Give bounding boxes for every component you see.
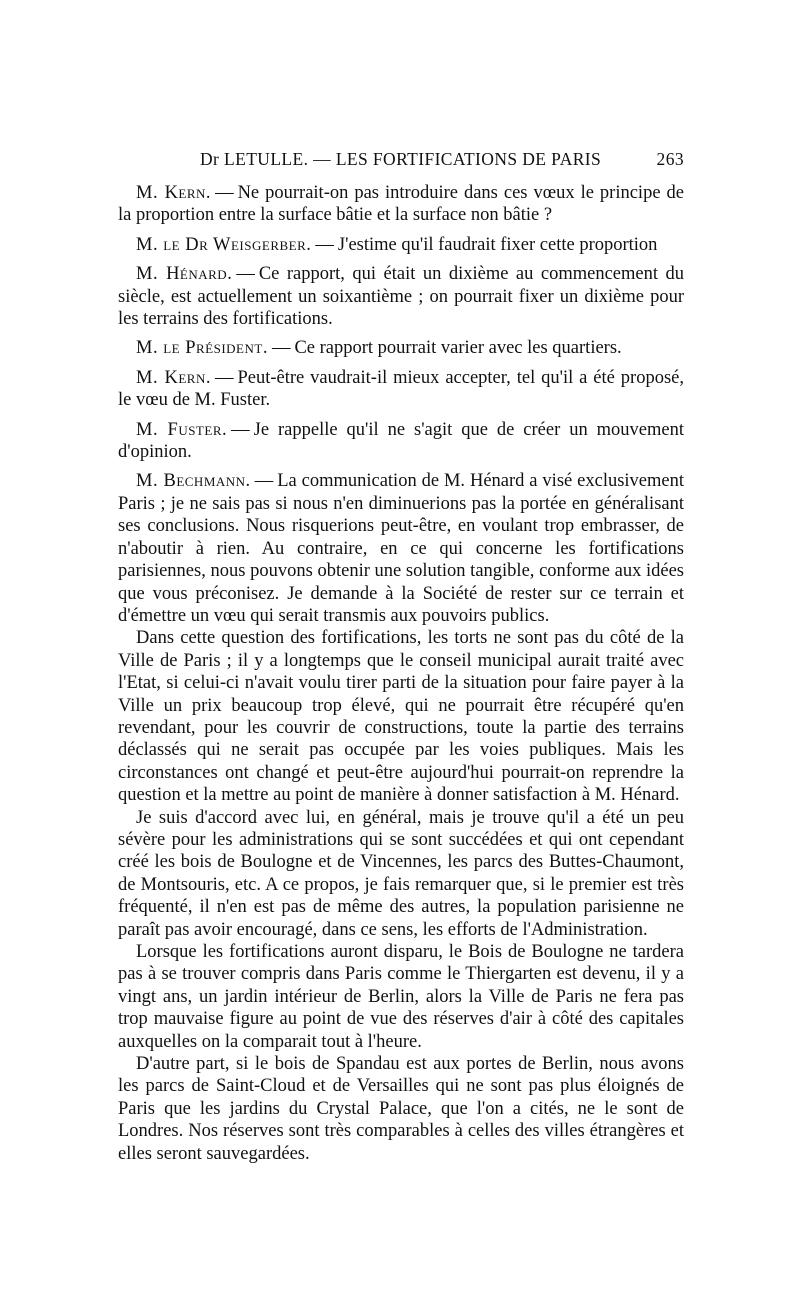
paragraph-text: Ne pourrait-on pas introduire dans ces vœux le principe de la proportion entre la surface bâtie et la surface non bâtie ? bbox=[118, 183, 684, 226]
paragraph-henard: M. Hénard. — Ce rapport, qui était un dixième au commencement du siècle, est actuellement un soixantième ; on pourrait fixer un dixième pour les terrains des fortifications. bbox=[118, 264, 684, 330]
paragraph-text: La communication de M. Hénard a visé exclusivement Paris ; je ne sais pas si nous n'en diminuerions pas la portée en généralisant ses conclusions. Nous risquerions peut-être, en voulant trop embrasser, de n'aboutir à rien. Au contraire, en ce qui concerne les fortifications parisiennes, nous pouvons obtenir une solution tangible, conforme aux idées que vous préconisez. Je demande à la Société de rester sur ce terrain et d'émettre un vœu qui serait transmis aux pouvoirs publics. bbox=[118, 471, 684, 626]
paragraph-bechmann: M. Bechmann. — La communication de M. Hénard a visé exclusivement Paris ; je ne sais pas si nous n'en diminuerions pas la portée en généralisant ses conclusions. Nous risquerions peut-être, en voulant trop embrasser, de n'aboutir à rien. Au contraire, en ce qui concerne les fortifications parisiennes, nous pouvons obtenir une solution tangible, conforme aux idées que vous préconisez. Je demande à la Société de rester sur ce terrain et d'émettre un vœu qui serait transmis aux pouvoirs publics. bbox=[118, 471, 684, 626]
speaker-name: M. Fuster. bbox=[136, 419, 228, 440]
page-number: 263 bbox=[656, 149, 684, 169]
speaker-name: M. Kern. bbox=[136, 183, 212, 203]
speaker-name: M. Kern. bbox=[136, 367, 211, 388]
paragraph-president: M. le Président. — Ce rapport pourrait varier avec les quartiers. bbox=[136, 338, 622, 359]
paragraph-body: Lorsque les fortifications auront disparu, le Bois de Boulogne ne tardera pas à se trouver compris dans Paris comme le Thiergarten est devenu, il y a vingt ans, un jardin intérieur de Berlin, alors la Ville de Paris ne fera pas trop mauvaise figure au point de vue des réserves d'air à côté des capitales auxquelles on la comparait tout à l'heure. bbox=[118, 942, 684, 1052]
speaker-name: M. Bechmann. bbox=[136, 471, 251, 492]
document-page bbox=[118, 148, 684, 1165]
paragraph-fuster: M. Fuster. — Je rappelle qu'il ne s'agit que de créer un mouvement d'opinion. bbox=[118, 419, 684, 463]
paragraph-text: Peut-être vaudrait-il mieux accepter, tel qu'il a été proposé, le vœu de M. Fuster. bbox=[118, 367, 684, 411]
paragraph-text: Ce rapport pourrait varier avec les quartiers. bbox=[294, 338, 622, 359]
paragraph-text: Ce rapport, qui était un dixième au commencement du siècle, est actuellement un soixantième ; on pourrait fixer un dixième pour les terrains des fortifications. bbox=[118, 264, 684, 330]
paragraph-body: D'autre part, si le bois de Spandau est aux portes de Berlin, nous avons les parcs de Saint-Cloud et de Versailles qui ne sont pas plus éloignés de Paris que les jardins du Crystal Palace, que l'on a cités, ne le sont de Londres. Nos réserves sont très comparables à celles des villes étrangères et elles seront sauvegardées. bbox=[118, 1054, 684, 1164]
running-header bbox=[118, 148, 684, 174]
speaker-name: M. Hénard. bbox=[136, 264, 233, 285]
paragraph-text: Je rappelle qu'il ne s'agit que de créer un mouvement d'opinion. bbox=[118, 419, 684, 463]
paragraph-body: Je suis d'accord avec lui, en général, mais je trouve qu'il a été un peu sévère pour les administrations qui se sont succédées et qui ont cependant créé les bois de Boulogne et de Vincennes, les parcs des Buttes-Chaumont, de Montsouris, etc. A ce propos, je fais remarquer que, si le premier est très fréquenté, il n'en est pas de même des autres, la population parisienne ne paraît pas avoir encouragé, dans ce sens, les efforts de l'Administration. bbox=[118, 807, 684, 940]
running-title: Dr LETULLE. — LES FORTIFICATIONS DE PARIS bbox=[200, 149, 602, 169]
paragraph-weisgerber: M. le Dr Weisgerber. — J'estime qu'il faudrait fixer cette proportion bbox=[136, 234, 658, 255]
paragraph-body: Dans cette question des fortifications, les torts ne sont pas du côté de la Ville de Paris ; il y a longtemps que le conseil municipal aurait traité avec l'Etat, si celui-ci n'avait voulu tirer parti de la situation pour faire payer à la Ville un prix beaucoup trop élevé, qui ne pourrait être récupéré qu'en revendant, pour les couvrir de constructions, toute la partie des terrains déclassés qui ne serait pas occupée par les voies publiques. Mais les circonstances ont changé et peut-être aujourd'hui pourrait-on reprendre la question et la mettre au point de manière à donner satisfaction à M. Hénard. bbox=[118, 628, 684, 806]
paragraph-kern-2: M. Kern. — Peut-être vaudrait-il mieux accepter, tel qu'il a été proposé, le vœu de M. Fuster. bbox=[118, 367, 684, 411]
paragraph-text: J'estime qu'il faudrait fixer cette proportion bbox=[337, 234, 658, 255]
speaker-name: M. le Président. bbox=[136, 338, 268, 359]
speaker-name: M. le Dr Weisgerber. bbox=[136, 234, 312, 255]
paragraph-kern-1: M. Kern. — Ne pourrait-on pas introduire dans ces vœux le principe de la proportion entre la surface bâtie et la surface non bâtie ? bbox=[118, 183, 684, 226]
